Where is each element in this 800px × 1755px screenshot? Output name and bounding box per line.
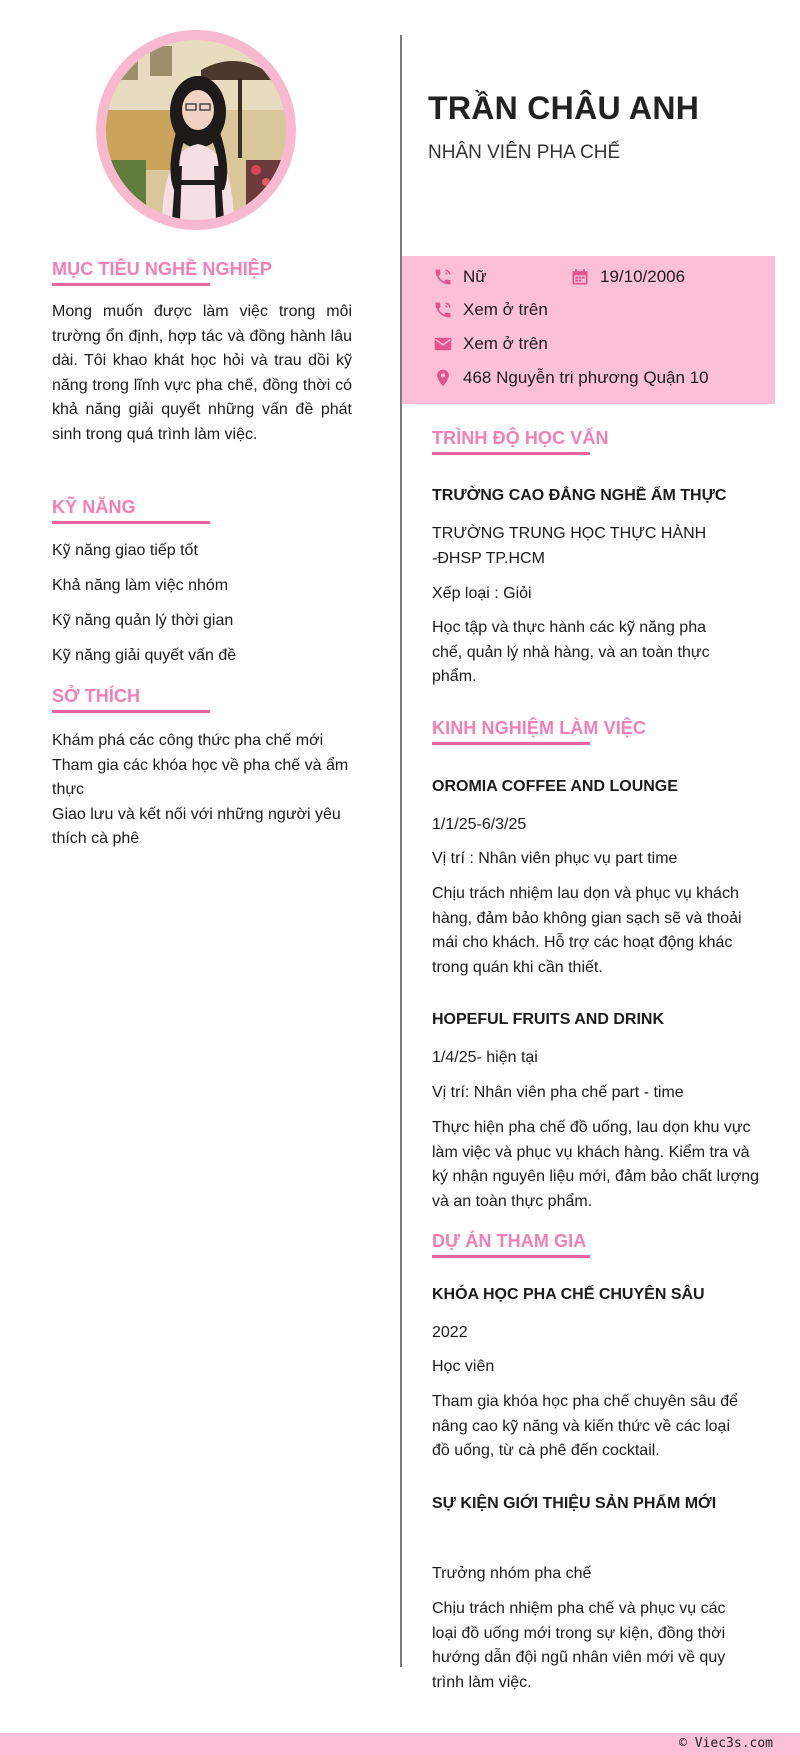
contact-box [402, 256, 775, 404]
job-desc: Thực hiện pha chế đồ uống, lau dọn khu vực làm việc và phục vụ khách hàng. Kiểm tra và ký nhận nguyên liệu mới, đảm bảo chất lượng và an toàn thực phẩm. [432, 1119, 759, 1210]
education-underline [432, 452, 590, 455]
birthdate-value: 19/10/2006 [600, 267, 686, 286]
footer-credit[interactable]: © Viec3s.com [679, 1736, 773, 1751]
skills-list [52, 539, 352, 679]
objective-underline [52, 283, 210, 286]
education-prior: TRƯỜNG TRUNG HỌC THỰC HÀNH -ĐHSP TP.HCM [432, 525, 707, 567]
skill-item: Kỹ năng giao tiếp tốt [52, 542, 198, 559]
phone-value: Xem ở trên [463, 300, 548, 319]
project-role: Học viên [432, 1358, 495, 1375]
education-school: TRƯỜNG CAO ĐẲNG NGHỀ ẨM THỰC [432, 487, 727, 504]
skill-item: Khả năng làm việc nhóm [52, 577, 229, 594]
hobby-item: Giao lưu và kết nối với những người yêu thích cà phê [52, 805, 341, 847]
projects-title: DỰ ÁN THAM GIA [432, 1231, 587, 1251]
footer-bar [0, 1733, 800, 1755]
project-year: 2022 [432, 1324, 468, 1341]
project-desc: Chịu trách nhiệm pha chế và phục vụ các loại đồ uống mới trong sự kiện, đồng thời hướng dẫn đội ngũ nhân viên mới về quy trình làm việc. [432, 1600, 726, 1691]
hobbies-list [52, 729, 352, 852]
contact-birthdate [569, 266, 685, 288]
project-name: KHÓA HỌC PHA CHẾ CHUYÊN SÂU [432, 1286, 705, 1303]
job-period: 1/1/25-6/3/25 [432, 816, 527, 833]
map-pin-icon [432, 367, 454, 389]
envelope-icon [432, 333, 454, 355]
contact-phone [432, 299, 548, 321]
phone-icon [432, 299, 454, 321]
experience-underline [432, 742, 590, 745]
job-role: Vị trí : Nhân viên phục vụ part time [432, 850, 678, 867]
project-role: Trưởng nhóm pha chế [432, 1565, 592, 1582]
job-role: Vị trí: Nhân viên pha chế part - time [432, 1084, 684, 1101]
education-grade: Xếp loại : Giỏi [432, 585, 532, 602]
job-company: OROMIA COFFEE AND LOUNGE [432, 778, 678, 795]
skill-item: Kỹ năng quản lý thời gian [52, 612, 234, 629]
objective-title: MỤC TIÊU NGHỀ NGHIỆP [52, 259, 273, 279]
job-title: NHÂN VIÊN PHA CHẾ [428, 142, 621, 163]
skill-item: Kỹ năng giải quyết vấn đề [52, 647, 237, 664]
hobby-item: Tham gia các khóa học về pha chế và ẩm thực [52, 756, 349, 798]
job-period: 1/4/25- hiện tại [432, 1049, 538, 1066]
hobbies-title: SỞ THÍCH [52, 686, 141, 706]
phone-icon [432, 266, 454, 288]
skills-underline [52, 521, 210, 524]
email-value: Xem ở trên [463, 334, 548, 353]
avatar [96, 30, 296, 230]
skills-title: KỸ NĂNG [52, 497, 136, 517]
address-value: 468 Nguyễn tri phương Quận 10 [463, 368, 709, 387]
experience-title: KINH NGHIỆM LÀM VIỆC [432, 718, 647, 738]
full-name: TRẦN CHÂU ANH [428, 90, 700, 126]
objective-text: Mong muốn được làm việc trong môi trường ổn định, hợp tác và đồng hành lâu dài. Tôi khao khát học hỏi và trau dồi kỹ năng trong lĩnh vực pha chế, đồng thời có khả năng giải quyết những vấn đề phát sinh trong quá trình làm việc. [52, 303, 352, 443]
job-desc: Chịu trách nhiệm lau dọn và phục vụ khách hàng, đảm bảo không gian sạch sẽ và thoải mái cho khách. Hỗ trợ các hoạt động khác trong quán khi cần thiết. [432, 885, 742, 976]
contact-email [432, 333, 548, 355]
hobby-item: Khám phá các công thức pha chế mới [52, 732, 324, 749]
profile-photo [106, 40, 286, 220]
education-desc: Học tập và thực hành các kỹ năng pha chế, quản lý nhà hàng, và an toàn thực phẩm. [432, 619, 710, 685]
project-name: SỰ KIỆN GIỚI THIỆU SẢN PHẨM MỚI [432, 1495, 717, 1512]
gender-value: Nữ [463, 267, 487, 286]
project-desc: Tham gia khóa học pha chế chuyên sâu để nâng cao kỹ năng và kiến thức về các loại đồ uống, từ cà phê đến cocktail. [432, 1393, 738, 1459]
calendar-icon [569, 266, 591, 288]
projects-underline [432, 1255, 590, 1258]
education-title: TRÌNH ĐỘ HỌC VẤN [432, 428, 609, 448]
contact-gender [432, 266, 487, 288]
contact-address [432, 367, 709, 389]
job-company: HOPEFUL FRUITS AND DRINK [432, 1011, 664, 1028]
hobbies-underline [52, 710, 210, 713]
